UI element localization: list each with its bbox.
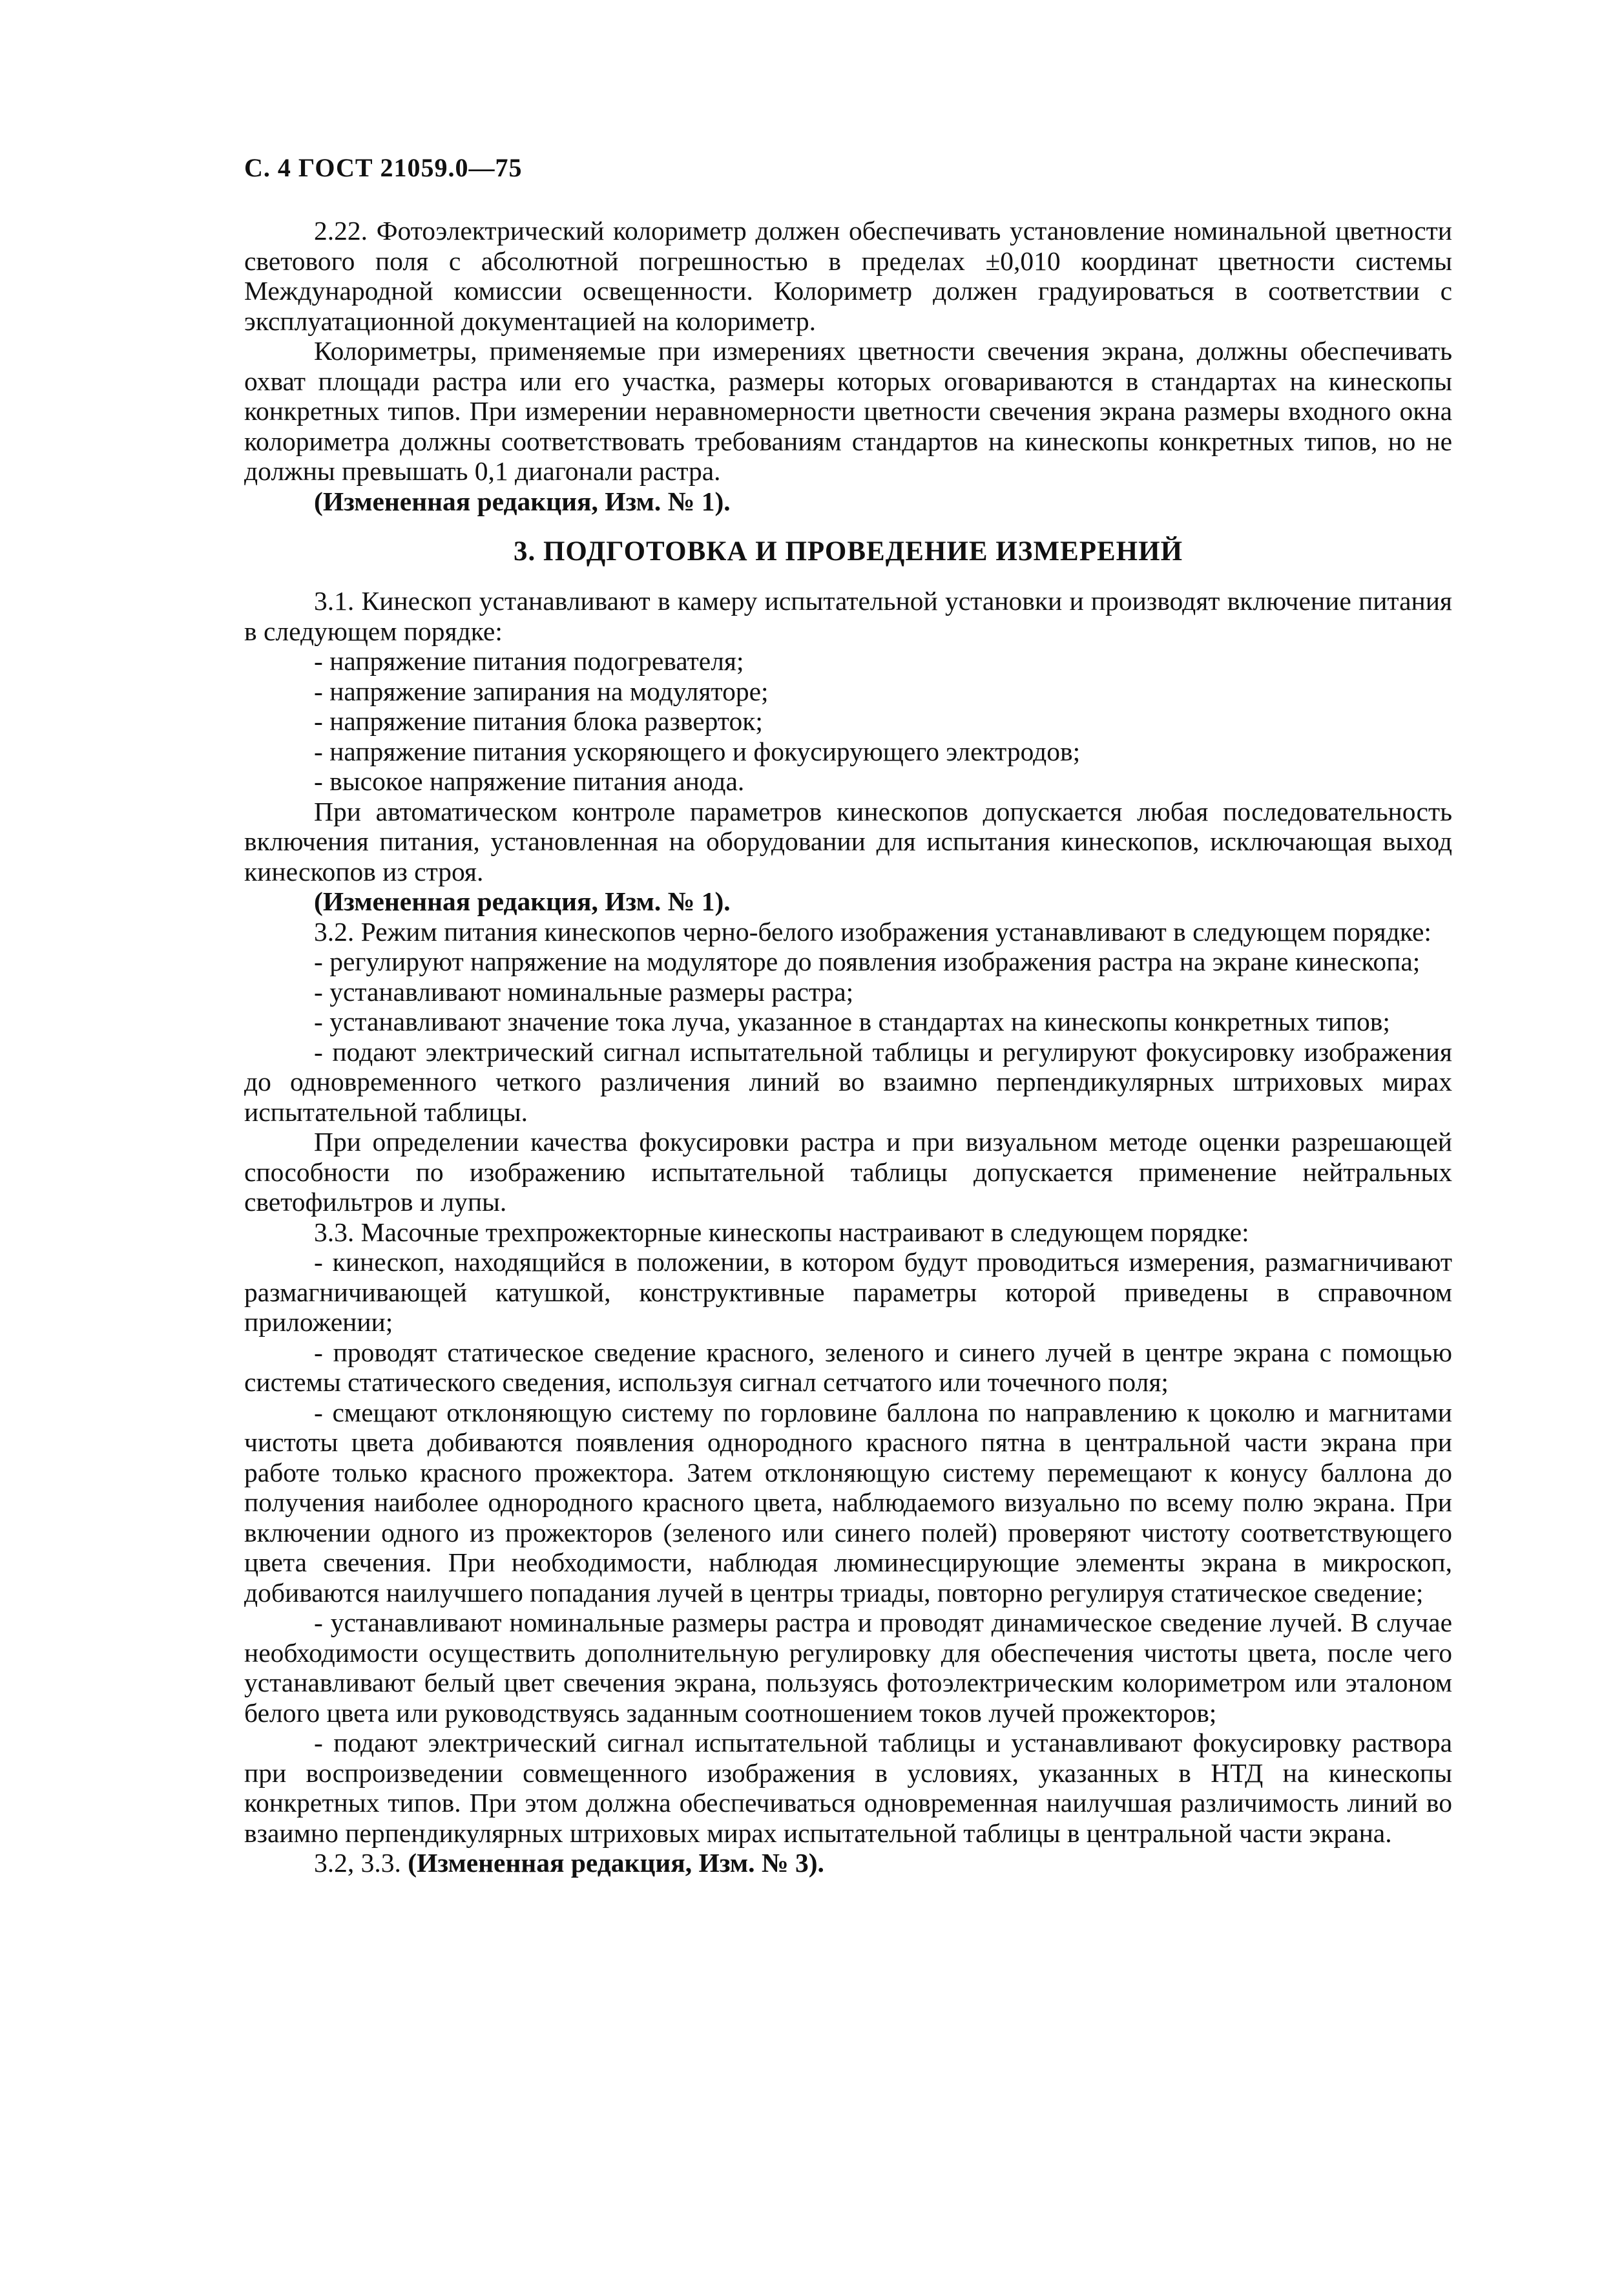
paragraph-3-2: 3.2. Режим питания кинескопов черно-белого изображения устанавливают в следующем порядке:: [314, 916, 1431, 947]
list-item: - кинескоп, находящийся в положении, в котором будут проводиться измерения, размагничивают размагничивающей катушкой, конструктивные параметры которой приведены в справочном приложении;: [244, 1247, 1452, 1337]
paragraph-3-3: 3.3. Масочные трехпрожекторные кинескопы настраивают в следующем порядке:: [314, 1217, 1249, 1247]
amendment-note-clauses: 3.2, 3.3.: [314, 1848, 401, 1878]
list-item: - напряжение питания ускоряющего и фокусирующего электродов;: [314, 736, 1081, 766]
list-item: - устанавливают номинальные размеры растра и проводят динамическое сведение лучей. В случае необходимости осуществить дополнительную регулировку для обеспечения чистоты цвета, после чего устанавливают белый цвет свечения экрана, пользуясь фотоэлектрическим колориметром или эталоном белого цвета или руководствуясь заданным соотношением токов лучей прожекторов;: [244, 1608, 1452, 1728]
list-item: - устанавливают номинальные размеры растра;: [314, 976, 854, 1007]
page-header: С. 4 ГОСТ 21059.0—75: [244, 153, 523, 182]
list-item: - высокое напряжение питания анода.: [314, 766, 745, 796]
amendment-note: (Измененная редакция, Изм. № 1).: [314, 886, 731, 916]
paragraph-2-22: 2.22. Фотоэлектрический колориметр должен обеспечивать установление номинальной цветности светового поля с абсолютной погрешностью в пределах ±0,010 координат цветности системы Международной комиссии освещенности. Колориметр должен градуироваться в соответствии с эксплуатационной документацией на колориметр.: [244, 216, 1452, 336]
amendment-note-3: [244, 1848, 1452, 1878]
list-item: - напряжение запирания на модуляторе;: [314, 676, 769, 706]
section-title: 3. ПОДГОТОВКА И ПРОВЕДЕНИЕ ИЗМЕРЕНИЙ: [513, 536, 1183, 567]
paragraph-3-1: 3.1. Кинескоп устанавливают в камеру испытательной установки и производят включение питания в следующем порядке:: [244, 586, 1452, 646]
document-page: [244, 152, 1452, 1878]
list-item: - подают электрический сигнал испытательной таблицы и устанавливают фокусировку раствора при воспроизведении совмещенного изображения в условиях, указанных в НТД на кинескопы конкретных типов. При этом должна обеспечиваться одновременная наилучшая различимость линий во взаимно перпендикулярных штриховых мирах испытательной таблицы в центральной части экрана.: [244, 1728, 1452, 1848]
paragraph-3-1-automatic: При автоматическом контроле параметров кинескопов допускается любая последовательность включения питания, установленная на оборудовании для испытания кинескопов, исключающая выход кинескопов из строя.: [244, 796, 1452, 886]
amendment-note: (Измененная редакция, Изм. № 1).: [314, 486, 731, 516]
list-item: - смещают отклоняющую систему по горловине баллона по направлению к цоколю и магнитами чистоты цвета добиваются появления однородного красного пятна в центральной части экрана при работе только красного прожектора. Затем отклоняющую систему перемещают к конусу баллона до получения наиболее однородного красного цвета, наблюдаемого визуально по всему полю экрана. При включении одного из прожекторов (зеленого или синего полей) проверяют чистоту соответствующего цвета свечения. При необходимости, наблюдая люминесцирующие элементы экрана в микроскоп, добиваются наилучшего попадания лучей в центры триады, повторно регулируя статическое сведение;: [244, 1397, 1452, 1608]
list-item: - подают электрический сигнал испытательной таблицы и регулируют фокусировку изображения до одновременного четкого различения линий во взаимно перпендикулярных штриховых мирах испытательной таблицы.: [244, 1036, 1452, 1127]
amendment-note-text: (Измененная редакция, Изм. № 3).: [408, 1848, 824, 1878]
paragraph-3-2-focus: При определении качества фокусировки растра и при визуальном методе оценки разрешающей способности по изображению испытательной таблицы допускается применение нейтральных светофильтров и лупы.: [244, 1127, 1452, 1217]
list-item: - напряжение питания подогревателя;: [314, 646, 744, 676]
list-item: - регулируют напряжение на модуляторе до появления изображения растра на экране кинескопа;: [314, 947, 1421, 976]
list-item: - проводят статическое сведение красного, зеленого и синего лучей в центре экрана с помощью системы статического сведения, используя сигнал сетчатого или точечного поля;: [244, 1337, 1452, 1397]
list-item: - устанавливают значение тока луча, указанное в стандартах на кинескопы конкретных типов;: [314, 1007, 1390, 1036]
list-item: - напряжение питания блока разверток;: [314, 706, 763, 736]
paragraph-2-22-colorimeters: Колориметры, применяемые при измерениях цветности свечения экрана, должны обеспечивать охват площади растра или его участка, размеры которых оговариваются в стандартах на кинескопы конкретных типов. При измерении неравномерности цветности свечения экрана размеры входного окна колориметра должны соответствовать требованиям стандартов на кинескопы конкретных типов, но не должны превышать 0,1 диагонали растра.: [244, 336, 1452, 486]
